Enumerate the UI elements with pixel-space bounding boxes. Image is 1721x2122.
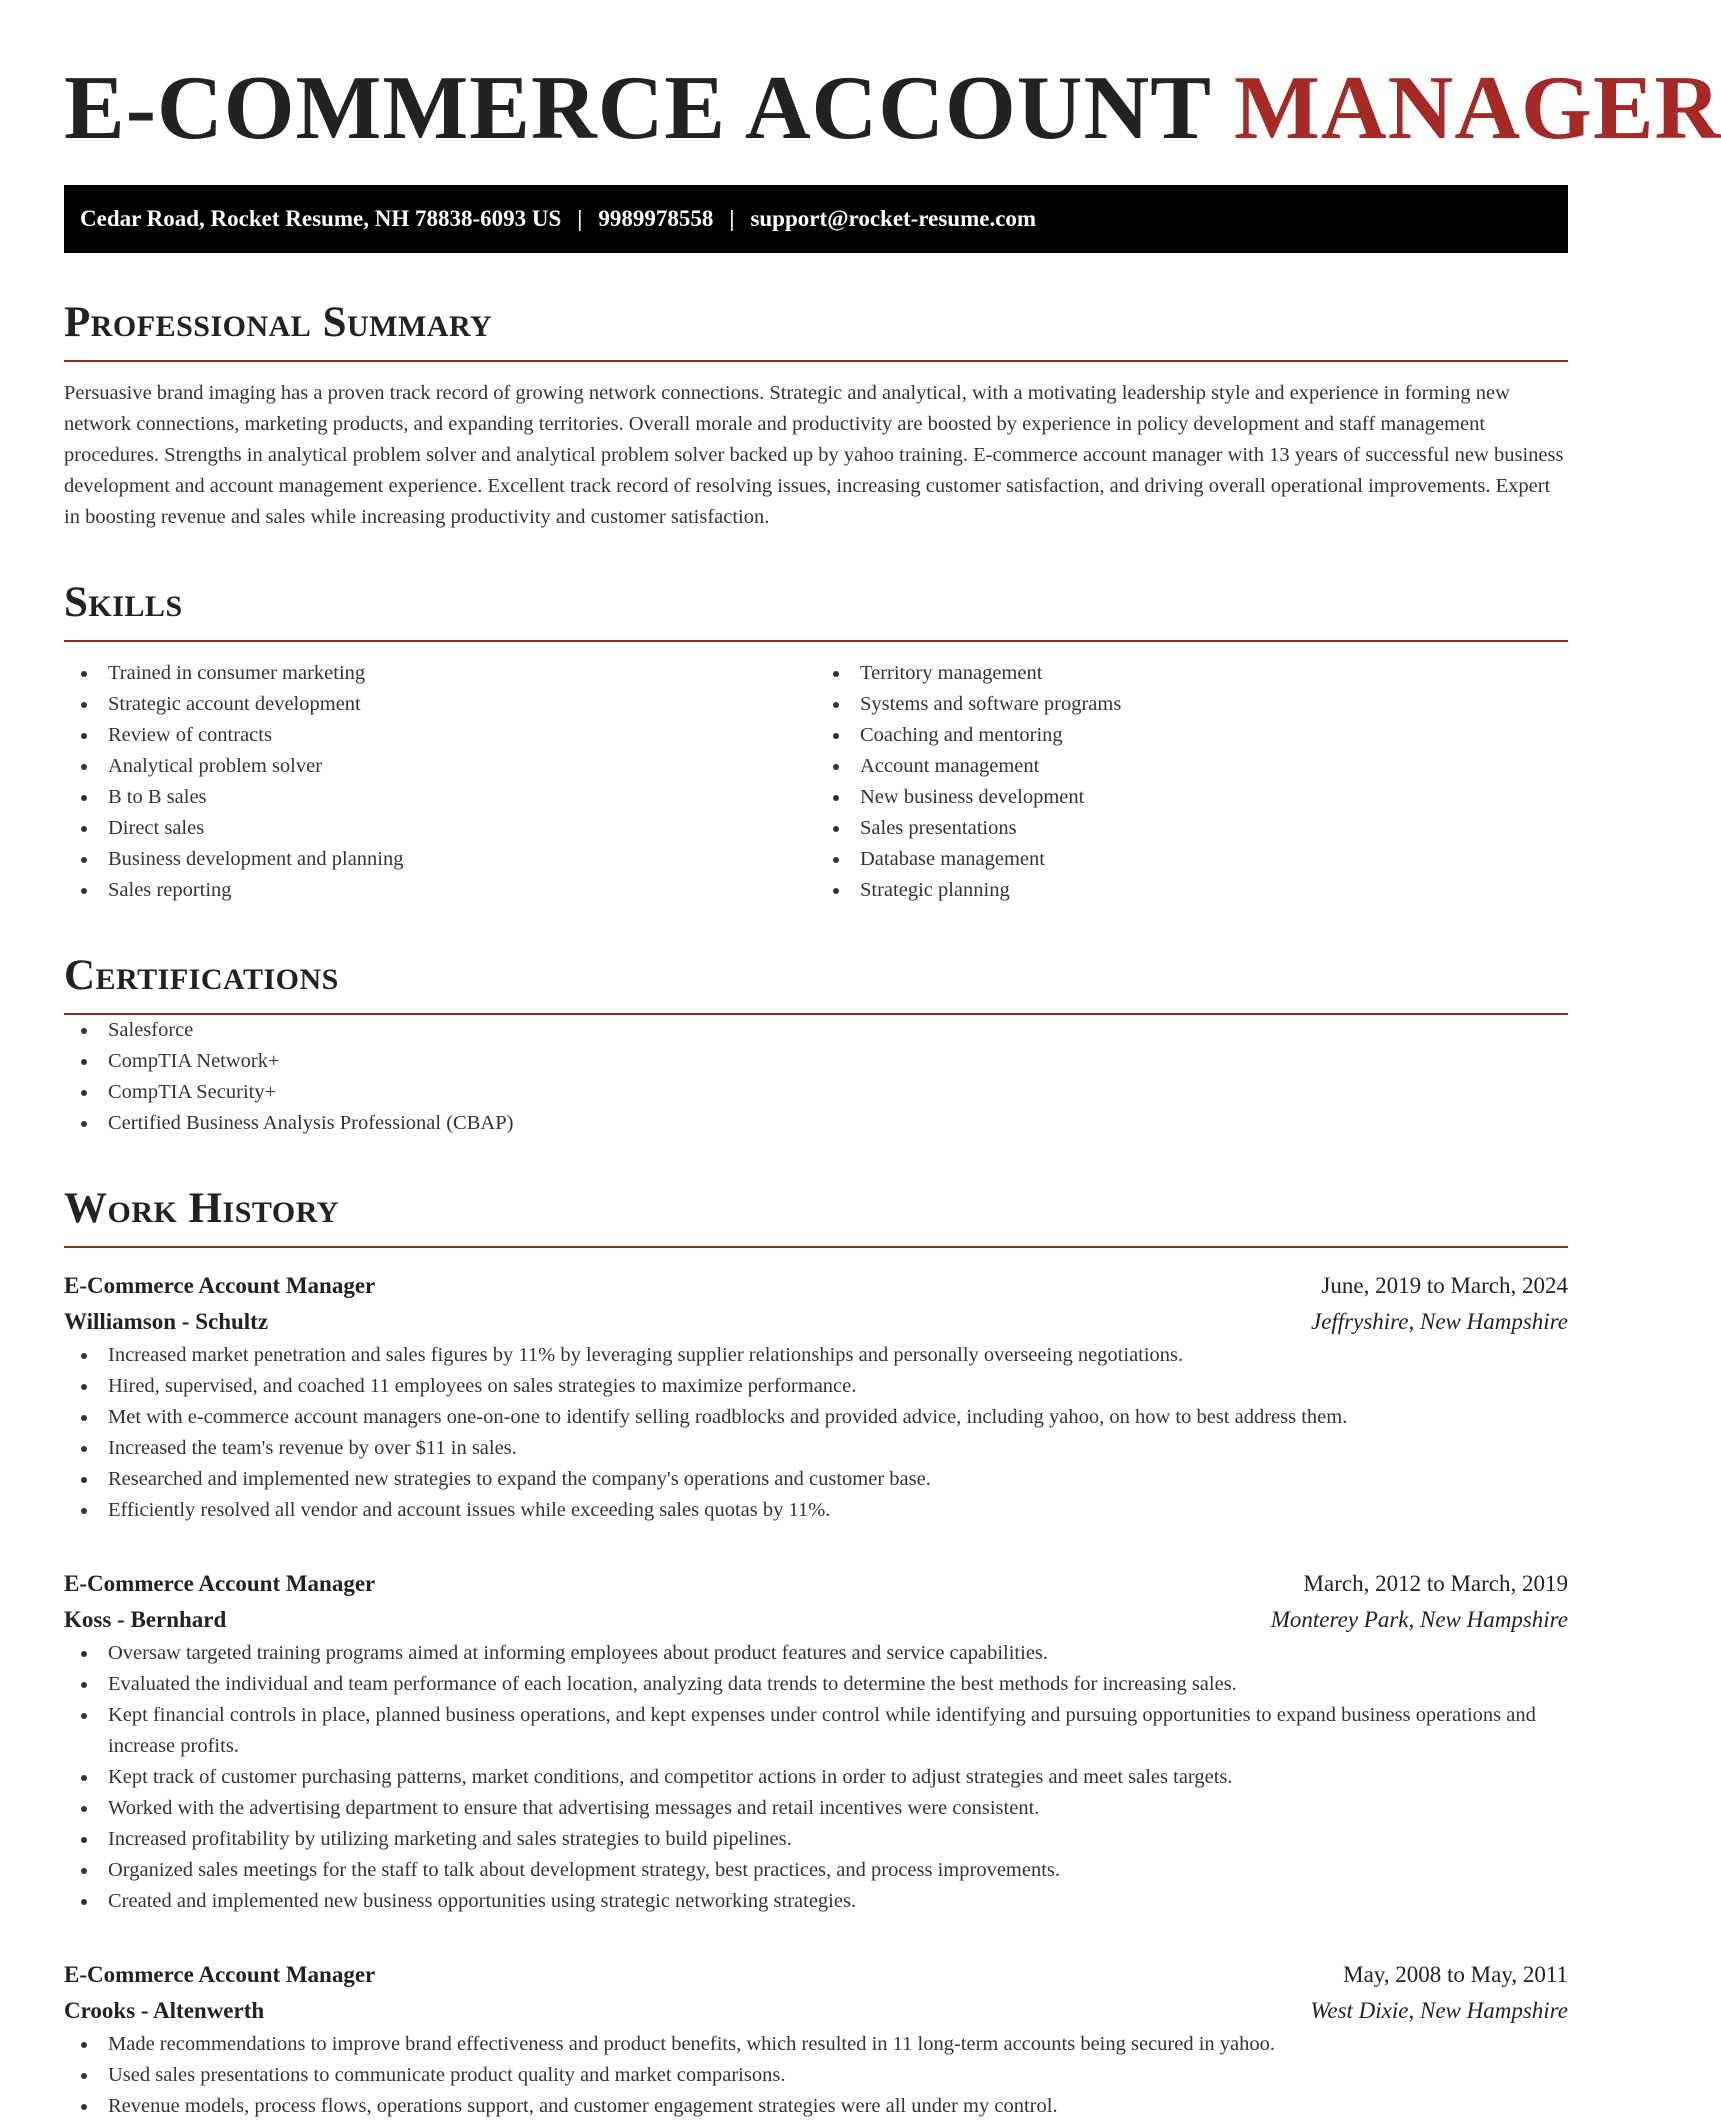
certifications-list: [64, 1015, 1568, 1139]
contact-bar: [64, 185, 1568, 253]
job-duties-list: [64, 1638, 1568, 1917]
job-dates: June, 2019 to March, 2024: [1321, 1273, 1568, 1298]
job-location: Jeffryshire, New Hampshire: [1310, 1309, 1568, 1334]
job-dates: March, 2012 to March, 2019: [1303, 1571, 1568, 1596]
skills-grid: [64, 658, 1568, 906]
certification-item: Certified Business Analysis Professional (CBAP): [64, 1108, 1568, 1139]
contact-phone: 9989978558: [598, 206, 714, 231]
job-duty: Kept track of customer purchasing patterns, market conditions, and competitor actions in order to adjust strategies and meet sales targets.: [64, 1762, 1568, 1793]
skill-item: Account management: [816, 751, 1568, 782]
skill-item: New business development: [816, 782, 1568, 813]
skill-item: Trained in consumer marketing: [64, 658, 816, 689]
skill-item: Territory management: [816, 658, 1568, 689]
summary-text: Persuasive brand imaging has a proven track record of growing network connections. Strategic and analytical, with a motivating leadership style and experience in forming new network connections, marketing products, and expanding territories. Overall morale and productivity are boosted by experience in policy development and staff management procedures. Strengths in analytical problem solver and analytical problem solver backed up by yahoo training. E-commerce account manager with 13 years of successful new business development and account management experience. Excellent track record of resolving issues, increasing customer satisfaction, and driving overall operational improvements. Expert in boosting revenue and sales while increasing productivity and customer satisfaction.: [64, 382, 1564, 528]
name-main-text: E-COMMERCE ACCOUNT: [64, 57, 1211, 158]
job-duties-list: [64, 1340, 1568, 1526]
job-title: E-Commerce Account Manager: [64, 1962, 376, 1987]
job-company: Koss - Bernhard: [64, 1607, 227, 1632]
skill-item: Business development and planning: [64, 844, 816, 875]
job-duty: Increased market penetration and sales figures by 11% by leveraging supplier relationships and personally overseeing negotiations.: [64, 1340, 1568, 1371]
section-title-work-history: Work History: [64, 1185, 339, 1232]
job-company-row: [64, 1602, 1568, 1638]
job-duty: Evaluated the individual and team performance of each location, analyzing data trends to determine the best methods for increasing sales.: [64, 1669, 1568, 1700]
job-header-row: [64, 1957, 1568, 1993]
certification-item: CompTIA Network+: [64, 1046, 1568, 1077]
skills-section: [64, 581, 1568, 906]
skill-item: Sales reporting: [64, 875, 816, 906]
job-dates: May, 2008 to May, 2011: [1343, 1962, 1568, 1987]
contact-separator: |: [577, 206, 583, 231]
job-entry: [64, 1957, 1568, 2122]
skill-item: Coaching and mentoring: [816, 720, 1568, 751]
skill-item: Sales presentations: [816, 813, 1568, 844]
job-company-row: [64, 1304, 1568, 1340]
section-title-skills: Skills: [64, 579, 183, 626]
job-location: Monterey Park, New Hampshire: [1270, 1607, 1568, 1632]
job-entry: [64, 1566, 1568, 1917]
job-duty: Worked with the advertising department to ensure that advertising messages and retail incentives were consistent.: [64, 1793, 1568, 1824]
professional-summary-section: [64, 301, 1568, 533]
job-company: Crooks - Altenwerth: [64, 1998, 265, 2023]
job-duty: Researched and implemented new strategies to expand the company's operations and customer base.: [64, 1464, 1568, 1495]
job-duty: Revenue models, process flows, operations support, and customer engagement strategies were all under my control.: [64, 2091, 1568, 2122]
job-title: E-Commerce Account Manager: [64, 1571, 376, 1596]
section-divider: [64, 360, 1568, 362]
job-duty: Used sales presentations to communicate product quality and market comparisons.: [64, 2060, 1568, 2091]
job-location: West Dixie, New Hampshire: [1310, 1998, 1568, 2023]
job-duties-list: [64, 2029, 1568, 2122]
job-entry: [64, 1268, 1568, 1526]
job-company-row: [64, 1993, 1568, 2029]
contact-address: Cedar Road, Rocket Resume, NH 78838-6093 US: [80, 206, 562, 231]
skills-list-right: [816, 658, 1568, 906]
contact-email: support@rocket-resume.com: [750, 206, 1037, 231]
job-duty: Increased profitability by utilizing marketing and sales strategies to build pipelines.: [64, 1824, 1568, 1855]
job-duty: Oversaw targeted training programs aimed at informing employees about product features and service capabilities.: [64, 1638, 1568, 1669]
certifications-section: [64, 954, 1568, 1139]
job-header-row: [64, 1268, 1568, 1304]
skill-item: Analytical problem solver: [64, 751, 816, 782]
skills-list-left: [64, 658, 816, 906]
certification-item: Salesforce: [64, 1015, 1568, 1046]
job-header-row: [64, 1566, 1568, 1602]
job-duty: Met with e-commerce account managers one-on-one to identify selling roadblocks and provided advice, including yahoo, on how to best address them.: [64, 1402, 1568, 1433]
section-title-summary: Professional Summary: [64, 299, 493, 346]
skill-item: B to B sales: [64, 782, 816, 813]
job-duty: Hired, supervised, and coached 11 employees on sales strategies to maximize performance.: [64, 1371, 1568, 1402]
skill-item: Strategic account development: [64, 689, 816, 720]
certification-item: CompTIA Security+: [64, 1077, 1568, 1108]
job-duty: Organized sales meetings for the staff to talk about development strategy, best practices, and process improvements.: [64, 1855, 1568, 1886]
skill-item: Systems and software programs: [816, 689, 1568, 720]
skill-item: Database management: [816, 844, 1568, 875]
job-company: Williamson - Schultz: [64, 1309, 269, 1334]
job-duty: Created and implemented new business opportunities using strategic networking strategies.: [64, 1886, 1568, 1917]
job-duty: Efficiently resolved all vendor and account issues while exceeding sales quotas by 11%.: [64, 1495, 1568, 1526]
contact-separator: |: [729, 206, 735, 231]
resume-name-heading: [64, 56, 1721, 158]
section-title-certifications: Certifications: [64, 952, 339, 999]
skill-item: Strategic planning: [816, 875, 1568, 906]
section-divider: [64, 640, 1568, 642]
name-accent-text: MANAGER: [1234, 57, 1721, 158]
work-history-section: [64, 1187, 1568, 2122]
job-duty: Kept financial controls in place, planned business operations, and kept expenses under control while identifying and pursuing opportunities to expand business operations and increase profits.: [64, 1700, 1568, 1762]
job-duty: Increased the team's revenue by over $11 in sales.: [64, 1433, 1568, 1464]
skill-item: Direct sales: [64, 813, 816, 844]
job-title: E-Commerce Account Manager: [64, 1273, 376, 1298]
skill-item: Review of contracts: [64, 720, 816, 751]
job-duty: Made recommendations to improve brand effectiveness and product benefits, which resulted in 11 long-term accounts being secured in yahoo.: [64, 2029, 1568, 2060]
section-divider: [64, 1246, 1568, 1248]
